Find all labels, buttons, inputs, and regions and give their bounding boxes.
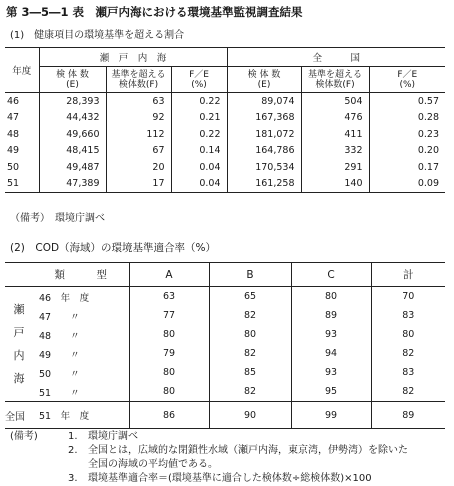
- type-b-cell: 80: [209, 325, 291, 344]
- seto-exceed-cell: 92: [106, 110, 171, 127]
- year-cell: 51: [7, 178, 20, 190]
- seto-ratio-cell: 0.04: [171, 159, 227, 176]
- type-c-cell: 89: [291, 306, 371, 325]
- national-ratio-cell: 0.17: [369, 159, 445, 176]
- total-cell: 82: [371, 382, 445, 402]
- type-c-cell: 99: [291, 402, 371, 429]
- type-c-cell: 80: [291, 287, 371, 307]
- national-exceed-cell: 332: [301, 143, 369, 160]
- type-a-cell: 80: [129, 363, 209, 382]
- notes-label: (備考): [10, 431, 38, 442]
- national-ratio-cell: 0.23: [369, 126, 445, 143]
- note-number: 3.: [68, 473, 78, 484]
- col-total-a: 検 体 数 (E): [39, 67, 106, 93]
- year-cell: 49 〃: [39, 349, 80, 361]
- type-b-cell: 82: [209, 306, 291, 325]
- group-seto-header: 瀬 戸 内 海: [39, 48, 227, 67]
- national-total-cell: 161,258: [227, 176, 301, 193]
- table-row: [5, 287, 445, 307]
- table-row: [5, 344, 445, 363]
- table-row: [5, 143, 445, 160]
- type-a-cell: 86: [129, 402, 209, 429]
- year-cell: 47 〃: [39, 311, 80, 323]
- national-exceed-cell: 291: [301, 159, 369, 176]
- seto-total-cell: 47,389: [39, 176, 106, 193]
- section1-heading: (1) 健康項目の環境基準を超える割合: [10, 30, 185, 41]
- total-cell: 70: [371, 287, 445, 307]
- total-cell: 83: [371, 306, 445, 325]
- type-a-cell: 79: [129, 344, 209, 363]
- table-row: [5, 159, 445, 176]
- table-title: 第 3―5―1 表 瀬戸内海における環境基準監視調査結果: [6, 5, 303, 19]
- type-a-cell: 80: [129, 382, 209, 402]
- seto-exceed-cell: 67: [106, 143, 171, 160]
- col-c: C: [291, 263, 371, 287]
- type-b-cell: 82: [209, 382, 291, 402]
- col-total-b: 検 体 数 (E): [227, 67, 301, 93]
- seto-ratio-cell: 0.21: [171, 110, 227, 127]
- health-items-table: [5, 47, 445, 193]
- year-cell: 48 〃: [39, 330, 80, 342]
- type-a-cell: 80: [129, 325, 209, 344]
- total-cell: 83: [371, 363, 445, 382]
- type-b-cell: 85: [209, 363, 291, 382]
- national-ratio-cell: 0.09: [369, 176, 445, 193]
- table-row: [5, 110, 445, 127]
- col-exceed-a: 基準を超える 検体数(F): [106, 67, 171, 93]
- note-text: 全国の海域の平均値である。: [88, 459, 218, 470]
- section2-heading: (2) COD（海域）の環境基準適合率（%）: [10, 242, 217, 254]
- note-number: 2.: [68, 445, 78, 456]
- col-b: B: [209, 263, 291, 287]
- table-row: [5, 126, 445, 143]
- type-a-cell: 77: [129, 306, 209, 325]
- national-total-cell: 167,368: [227, 110, 301, 127]
- year-cell: 51 〃: [39, 387, 80, 399]
- total-cell: 80: [371, 325, 445, 344]
- type-b-cell: 65: [209, 287, 291, 307]
- note-number: 1.: [68, 431, 78, 442]
- seto-ratio-cell: 0.22: [171, 93, 227, 110]
- national-ratio-cell: 0.28: [369, 110, 445, 127]
- seto-total-cell: 48,415: [39, 143, 106, 160]
- table-row: [5, 363, 445, 382]
- seto-ratio-cell: 0.22: [171, 126, 227, 143]
- cod-table: [5, 262, 445, 429]
- year-cell: 46: [7, 95, 20, 107]
- region-char: 内: [13, 349, 25, 362]
- note-text: 環境庁調べ: [88, 431, 138, 442]
- note-text: 全国とは，広域的な閉鎖性水域（瀬戸内海，東京湾，伊勢湾）を除いた: [88, 445, 408, 456]
- type-a-cell: 63: [129, 287, 209, 307]
- year-cell: 48: [7, 128, 20, 140]
- col-total: 計: [371, 263, 445, 287]
- type-c-cell: 95: [291, 382, 371, 402]
- national-ratio-cell: 0.20: [369, 143, 445, 160]
- national-total-cell: 170,534: [227, 159, 301, 176]
- table-row: [5, 93, 445, 110]
- national-exceed-cell: 411: [301, 126, 369, 143]
- table-row: [5, 176, 445, 193]
- national-total-cell: 89,074: [227, 93, 301, 110]
- national-label: 全国: [5, 402, 33, 429]
- national-exceed-cell: 504: [301, 93, 369, 110]
- national-total-cell: 181,072: [227, 126, 301, 143]
- region-char: 海: [13, 372, 25, 385]
- type-c-cell: 93: [291, 325, 371, 344]
- seto-ratio-cell: 0.14: [171, 143, 227, 160]
- section1-note: （備考） 環境庁調べ: [10, 213, 105, 224]
- type-c-cell: 94: [291, 344, 371, 363]
- type-b-cell: 90: [209, 402, 291, 429]
- section2-notes: [10, 430, 408, 486]
- col-type: 類 型: [33, 263, 129, 287]
- type-c-cell: 93: [291, 363, 371, 382]
- seto-total-cell: 49,487: [39, 159, 106, 176]
- year-cell: 47: [7, 112, 20, 124]
- year-cell: 49: [7, 145, 20, 157]
- table-row: [5, 325, 445, 344]
- seto-total-cell: 28,393: [39, 93, 106, 110]
- group-national-header: 全 国: [227, 48, 445, 67]
- note-number: [68, 458, 88, 472]
- table-row: [5, 382, 445, 402]
- seto-exceed-cell: 17: [106, 176, 171, 193]
- year-header: 年度: [5, 48, 39, 93]
- year-cell: 50 〃: [39, 368, 80, 380]
- seto-total-cell: 44,432: [39, 110, 106, 127]
- seto-total-cell: 49,660: [39, 126, 106, 143]
- year-cell: 51 年 度: [33, 402, 129, 429]
- national-total-cell: 164,786: [227, 143, 301, 160]
- type-b-cell: 82: [209, 344, 291, 363]
- total-cell: 82: [371, 344, 445, 363]
- region-char: 瀬: [13, 303, 25, 316]
- note-text: 環境基準適合率＝(環境基準に適合した検体数÷総検体数)×100: [88, 473, 372, 484]
- seto-exceed-cell: 63: [106, 93, 171, 110]
- total-cell: 89: [371, 402, 445, 429]
- col-ratio-a: F／E (%): [171, 67, 227, 93]
- year-cell: 46 年 度: [39, 292, 90, 304]
- col-exceed-b: 基準を超える 検体数(F): [301, 67, 369, 93]
- corner-cell: [5, 263, 33, 287]
- region-char: 戸: [13, 326, 25, 339]
- national-exceed-cell: 476: [301, 110, 369, 127]
- national-exceed-cell: 140: [301, 176, 369, 193]
- seto-exceed-cell: 112: [106, 126, 171, 143]
- national-ratio-cell: 0.57: [369, 93, 445, 110]
- table-row: [5, 306, 445, 325]
- region-label: [5, 287, 33, 402]
- seto-exceed-cell: 20: [106, 159, 171, 176]
- year-cell: 50: [7, 161, 20, 173]
- seto-ratio-cell: 0.04: [171, 176, 227, 193]
- col-a: A: [129, 263, 209, 287]
- col-ratio-b: F／E (%): [369, 67, 445, 93]
- national-row: [5, 402, 445, 429]
